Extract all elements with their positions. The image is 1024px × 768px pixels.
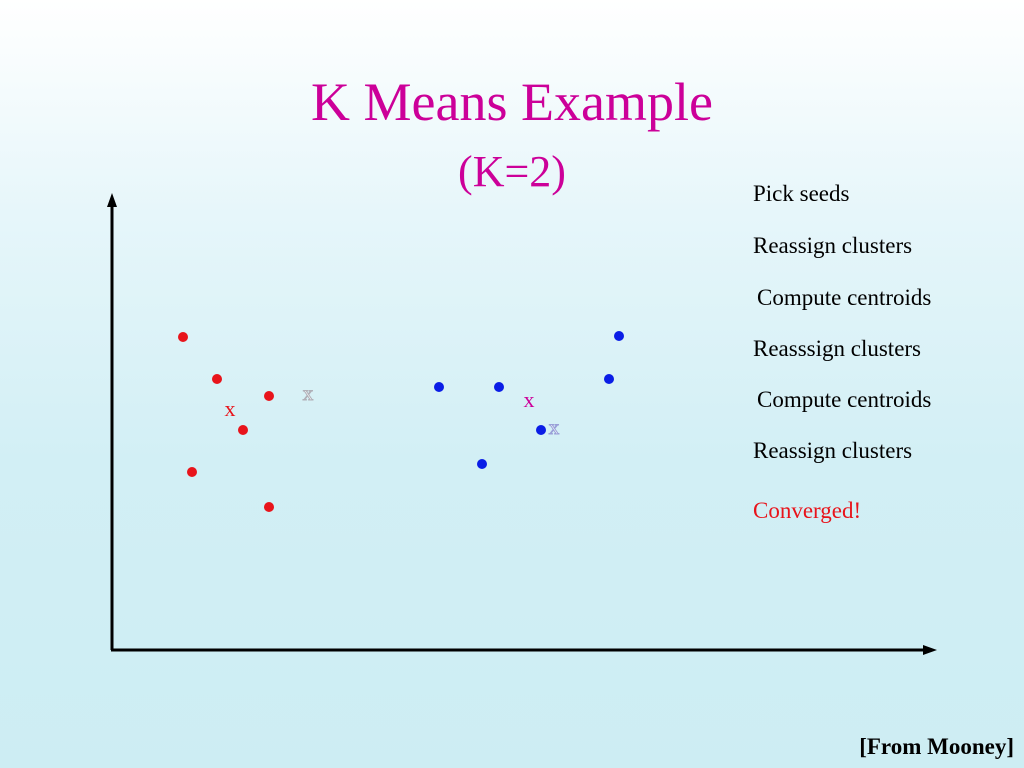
source-citation: [From Mooney] xyxy=(859,734,1014,759)
previous-blue-centroid-marker: x xyxy=(548,415,560,439)
step-pick-seeds: Pick seeds xyxy=(753,181,850,206)
previous-centroids xyxy=(303,381,560,439)
red-point xyxy=(238,425,248,435)
red-point xyxy=(212,374,222,384)
blue-point xyxy=(494,382,504,392)
blue-point xyxy=(477,459,487,469)
red-centroid-marker: x xyxy=(224,396,236,421)
blue-point xyxy=(614,331,624,341)
slide-subtitle: (K=2) xyxy=(458,147,566,196)
step-compute-centroids: Compute centroids xyxy=(757,285,932,310)
y-axis-arrowhead xyxy=(107,193,117,207)
red-cluster-points xyxy=(178,332,274,512)
blue-point xyxy=(536,425,546,435)
step-compute-centroids: Compute centroids xyxy=(757,387,932,412)
step-reassign-clusters: Reassign clusters xyxy=(753,438,913,463)
step-converged: Converged! xyxy=(753,498,862,523)
step-reassign-clusters: Reasssign clusters xyxy=(753,336,922,361)
previous-red-centroid-marker: x xyxy=(302,381,314,405)
axes xyxy=(107,193,937,655)
red-point xyxy=(264,391,274,401)
x-axis-arrowhead xyxy=(923,645,937,655)
blue-centroid-marker: x xyxy=(523,387,535,412)
step-reassign-clusters: Reassign clusters xyxy=(753,233,913,258)
red-point xyxy=(178,332,188,342)
blue-point xyxy=(434,382,444,392)
red-point xyxy=(264,502,274,512)
red-point xyxy=(187,467,197,477)
slide-title: K Means Example xyxy=(311,72,713,132)
blue-point xyxy=(604,374,614,384)
